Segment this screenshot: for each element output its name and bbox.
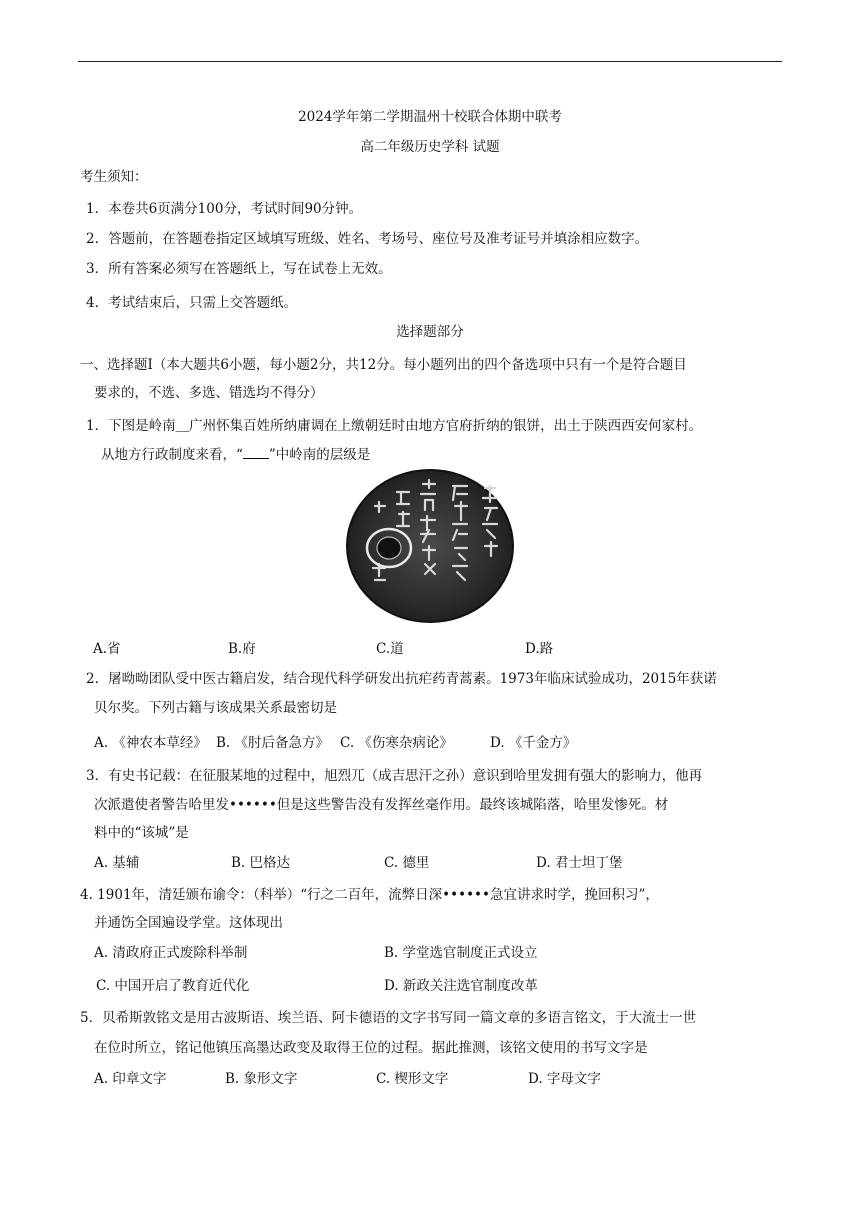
question-5-text: 5．贝希斯敦铭文是用古波斯语、埃兰语、阿卡德语的文字书写同一篇文章的多语言铭文，于大流士一世	[80, 1010, 697, 1026]
header-rule	[78, 61, 782, 62]
question-2-text: 2．屠呦呦团队受中医古籍启发，结合现代科学研发出抗疟药青蒿素。1973年临床试验成功，2015年获诺	[86, 671, 717, 687]
notice-item: 2．答题前，在答题卷指定区域填写班级、姓名、考场号、座位号及准考证号并填涂相应数字。	[86, 231, 649, 247]
exam-subtitle: 高二年级历史学科 试题	[360, 139, 500, 155]
exam-title: 2024学年第二学期温州十校联合体期中联考	[298, 109, 562, 125]
option-d[interactable]: D. 字母文字	[528, 1071, 601, 1087]
option-d[interactable]: D. 《千金方》	[490, 735, 577, 751]
question-2-text: 贝尔奖。下列古籍与该成果关系最密切是	[94, 700, 337, 716]
option-c[interactable]: C.道	[376, 641, 404, 657]
option-d[interactable]: D. 君士坦丁堡	[536, 855, 623, 871]
question-3-text: 3．有史书记载：在征服某地的过程中，旭烈兀（成吉思汗之孙）意识到哈里发拥有强大的影响力，他再	[86, 768, 703, 784]
option-b[interactable]: B. 巴格达	[231, 855, 291, 871]
option-a[interactable]: A. 清政府正式废除科举制	[94, 945, 248, 961]
answer-blank	[243, 446, 269, 459]
part-instruction: 一、选择题Ⅰ（本大题共6小题，每小题2分，共12分。每小题列出的四个备选项中只有一个是符合题目	[80, 357, 687, 373]
question-3-text: 次派遣使者警告哈里发••••••但是这些警告没有发挥丝毫作用。最终该城陷落，哈里发惨死。材	[94, 797, 669, 813]
question-1-text: 1．下图是岭南＿广州怀集百姓所纳庸调在上缴朝廷时由地方官府折纳的银饼，出土于陕西西安何家村。	[86, 418, 703, 434]
option-c[interactable]: C. 《伤寒杂病论》	[340, 735, 453, 751]
option-d[interactable]: D.路	[525, 641, 554, 657]
question-4-text: 并通饬全国遍设学堂。这体现出	[94, 915, 283, 931]
question-3-text: 料中的“该城”是	[94, 825, 189, 841]
option-c[interactable]: C. 楔形文字	[376, 1071, 449, 1087]
option-b[interactable]: B. 学堂选官制度正式设立	[384, 945, 538, 961]
notice-item: 1．本卷共6页满分100分，考试时间90分钟。	[86, 201, 363, 217]
option-a[interactable]: A. 基辅	[94, 855, 140, 871]
option-b[interactable]: B. 《肘后备急方》	[216, 735, 330, 751]
section-title: 选择题部分	[396, 324, 464, 340]
option-b[interactable]: B.府	[228, 641, 256, 657]
question-1-text: 从地方行政制度来看，“ ”中岭南的层级是	[101, 447, 371, 463]
option-b[interactable]: B. 象形文字	[225, 1071, 298, 1087]
option-c[interactable]: C. 中国开启了教育近代化	[96, 978, 250, 994]
notice-item: 4．考试结束后，只需上交答题纸。	[86, 295, 298, 311]
notice-heading: 考生须知：	[80, 169, 148, 185]
option-a[interactable]: A.省	[93, 641, 121, 657]
option-d[interactable]: D. 新政关注选官制度改革	[384, 978, 538, 994]
notice-item: 3．所有答案必须写在答题纸上，写在试卷上无效。	[86, 261, 392, 277]
silver-cake-inscription-image	[345, 468, 515, 624]
question-4-text: 4. 1901年，清廷颁布谕令：（科举）“行之二百年，流弊日深••••••急宜讲求时学，挽回积习”，	[80, 887, 659, 903]
question-5-text: 在位时所立，铭记他镇压高墨达政变及取得王位的过程。据此推测，该铭文使用的书写文字是	[94, 1040, 648, 1056]
part-instruction: 要求的，不选、多选、错选均不得分）	[94, 385, 324, 401]
option-c[interactable]: C. 德里	[384, 855, 430, 871]
option-a[interactable]: A. 印章文字	[94, 1071, 167, 1087]
option-a[interactable]: A. 《神农本草经》	[94, 735, 207, 751]
